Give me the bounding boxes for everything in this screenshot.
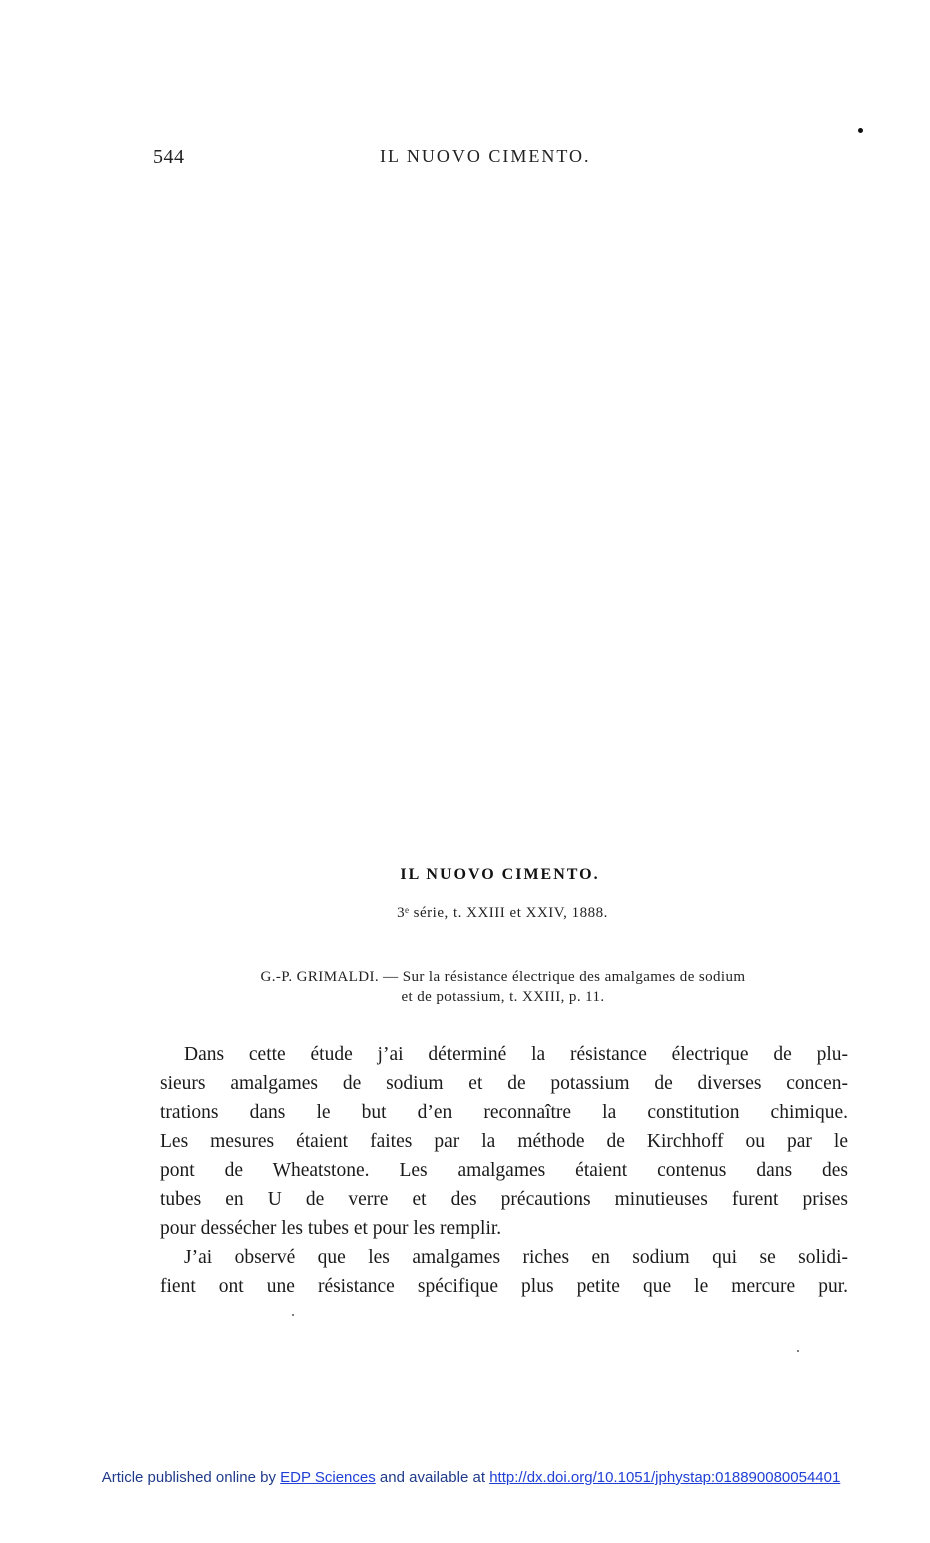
paragraph bbox=[160, 1243, 848, 1301]
text-line: fient ont une résistance spécifique plus petite que le mercure pur. bbox=[160, 1276, 848, 1297]
body-text bbox=[160, 1040, 848, 1301]
footer-prefix: Article published online by bbox=[101, 1469, 276, 1486]
text-line: Les mesures étaient faites par la méthode de Kirchhoff ou par le bbox=[160, 1131, 848, 1152]
page-number: 544 bbox=[153, 146, 185, 168]
citation-line: G.-P. GRIMALDI. — Sur la résistance électrique des amalgames de sodium bbox=[260, 969, 746, 985]
text-line: trations dans le but d’en reconnaître la constitution chimique. bbox=[160, 1102, 848, 1123]
section-subtitle: 3ᵉ série, t. XXIII et XXIV, 1888. bbox=[397, 905, 608, 921]
text-line: pont de Wheatstone. Les amalgames étaient contenus dans des bbox=[160, 1160, 848, 1181]
text-line: pour dessécher les tubes et pour les remplir. bbox=[160, 1218, 502, 1239]
text-line: sieurs amalgames de sodium et de potassium de diverses concen- bbox=[160, 1073, 848, 1094]
stray-dot bbox=[797, 1350, 799, 1352]
publisher-link[interactable]: EDP Sciences bbox=[280, 1469, 376, 1486]
citation-line: et de potassium, t. XXIII, p. 11. bbox=[401, 989, 605, 1005]
publication-footer bbox=[0, 1469, 930, 1486]
paragraph bbox=[160, 1040, 848, 1243]
text-line: Dans cette étude j’ai déterminé la résistance électrique de plu- bbox=[184, 1044, 848, 1065]
footer-middle: and available at bbox=[379, 1469, 486, 1486]
running-head: IL NUOVO CIMENTO. bbox=[380, 146, 591, 166]
text-line: tubes en U de verre et des précautions minutieuses furent prises bbox=[160, 1189, 848, 1210]
citation bbox=[160, 967, 846, 1007]
doi-link[interactable]: http://dx.doi.org/10.1051/jphystap:018890080054401 bbox=[489, 1469, 841, 1486]
section-title: IL NUOVO CIMENTO. bbox=[400, 866, 600, 883]
corner-dot bbox=[858, 128, 863, 133]
text-line: J’ai observé que les amalgames riches en sodium qui se solidi- bbox=[184, 1247, 848, 1268]
stray-dot bbox=[292, 1314, 294, 1316]
